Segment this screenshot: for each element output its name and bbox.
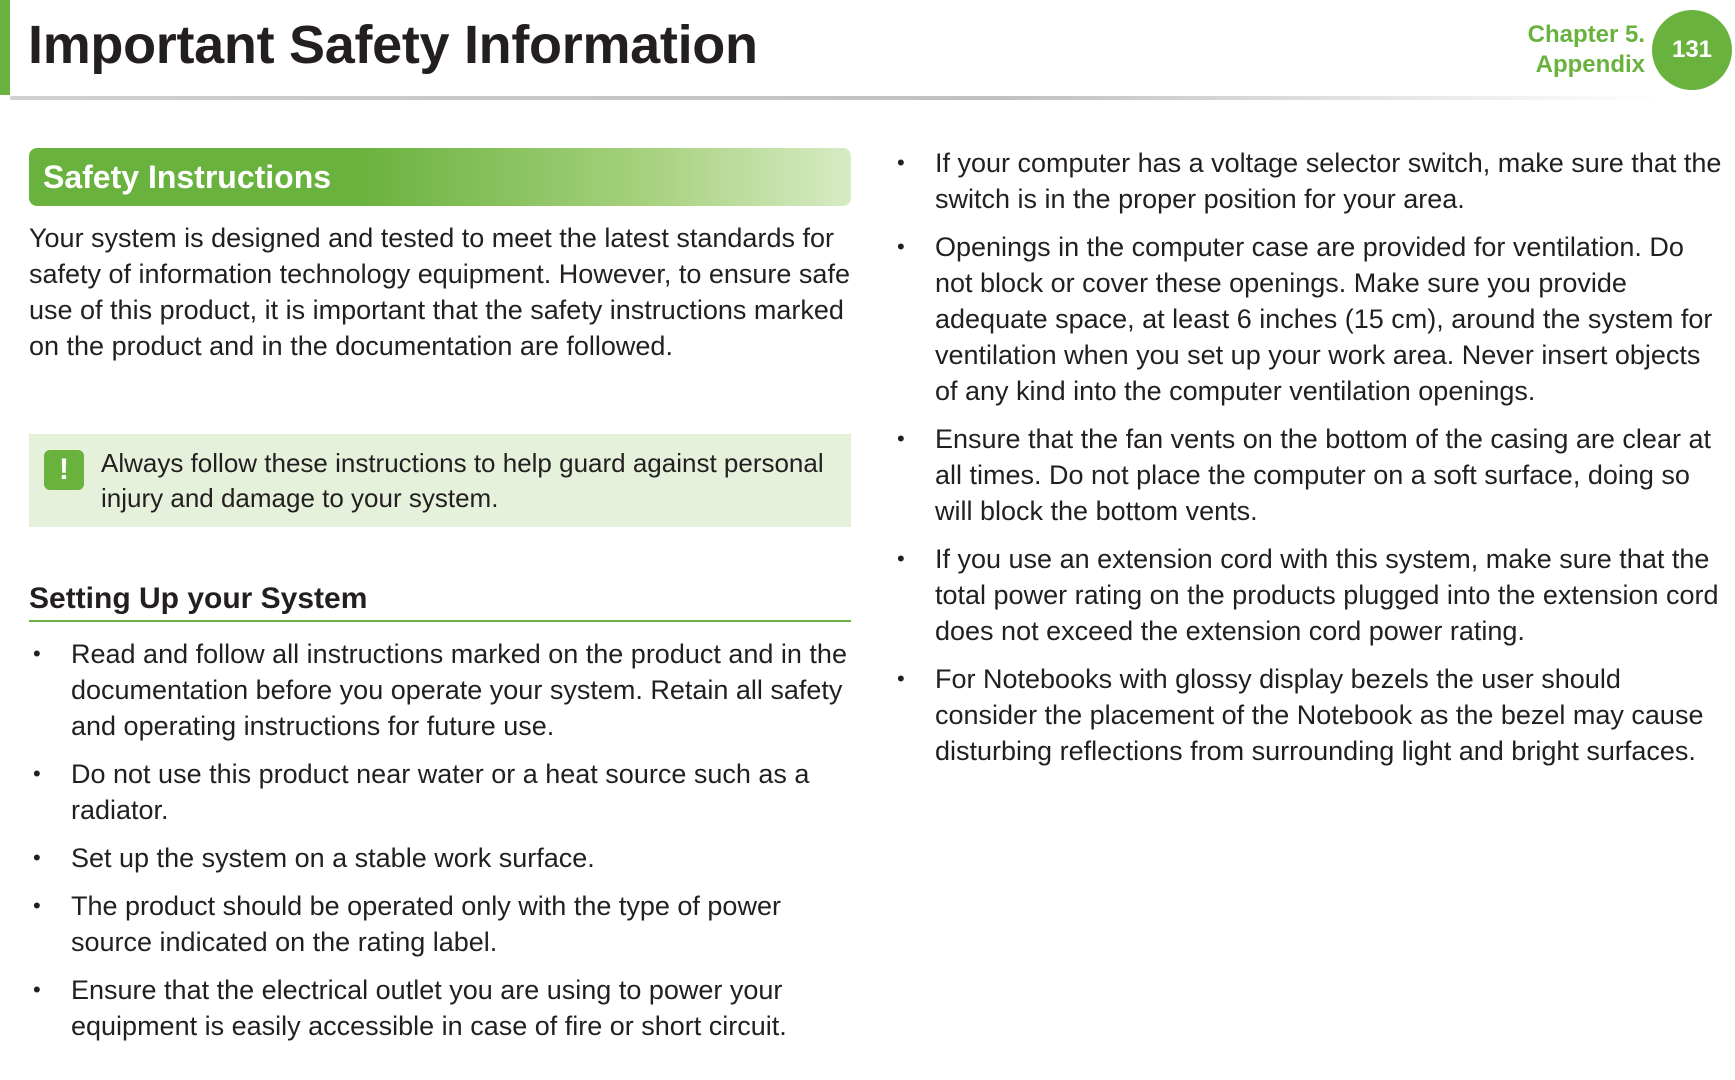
list-item xyxy=(893,421,1723,529)
caution-note xyxy=(29,434,851,527)
list-item-text: If you use an extension cord with this system, make sure that the total power rating on the products plugged into the extension cord does not exceed the extension cord power rating. xyxy=(935,544,1719,646)
page-title: Important Safety Information xyxy=(28,15,758,75)
chapter-label xyxy=(1528,20,1645,80)
list-item-text: The product should be operated only with the type of power source indicated on the rating label. xyxy=(71,891,781,957)
list-item-text: Do not use this product near water or a heat source such as a radiator. xyxy=(71,759,810,825)
bullet-icon: • xyxy=(897,150,905,175)
list-item-text: Ensure that the electrical outlet you are using to power your equipment is easily accessible in case of fire or short circuit. xyxy=(71,975,787,1041)
list-item xyxy=(29,888,851,960)
section-banner xyxy=(29,148,851,206)
left-column xyxy=(29,148,851,1056)
header-accent-bar xyxy=(0,0,10,95)
right-column xyxy=(893,145,1723,781)
bullet-icon: • xyxy=(897,546,905,571)
list-item xyxy=(893,661,1723,769)
list-item xyxy=(893,145,1723,217)
exclamation-icon: ! xyxy=(44,450,84,490)
bullet-icon: • xyxy=(33,845,41,870)
list-item-text: Set up the system on a stable work surface. xyxy=(71,843,595,873)
intro-paragraph: Your system is designed and tested to meet the latest standards for safety of information technology equipment. However, to ensure safe use of this product, it is important that the safety instructions marked on the product and in the documentation are followed. xyxy=(29,223,850,361)
page-number-badge: 131 xyxy=(1652,10,1732,90)
setup-list-right xyxy=(893,145,1723,769)
list-item-text: For Notebooks with glossy display bezels the user should consider the placement of the Notebook as the bezel may cause disturbing reflections from surrounding light and bright surfaces. xyxy=(935,664,1704,766)
list-item-text: Read and follow all instructions marked on the product and in the documentation before you operate your system. Retain all safety and operating instructions for future use. xyxy=(71,639,847,741)
section-title: Safety Instructions xyxy=(43,158,332,195)
list-item xyxy=(893,229,1723,409)
bullet-icon: • xyxy=(897,666,905,691)
list-item xyxy=(29,756,851,828)
bullet-icon: • xyxy=(33,977,41,1002)
list-item xyxy=(29,972,851,1044)
chapter-name: Appendix xyxy=(1535,51,1645,78)
list-item xyxy=(893,541,1723,649)
bullet-icon: • xyxy=(33,761,41,786)
bullet-icon: • xyxy=(33,641,41,666)
list-item-text: If your computer has a voltage selector switch, make sure that the switch is in the proper position for your area. xyxy=(935,148,1722,214)
list-item xyxy=(29,636,851,744)
bullet-icon: • xyxy=(33,893,41,918)
list-item-text: Ensure that the fan vents on the bottom of the casing are clear at all times. Do not place the computer on a soft surface, doing so will block the bottom vents. xyxy=(935,424,1711,526)
setup-list-left xyxy=(29,636,851,1044)
setup-heading: Setting Up your System xyxy=(29,582,851,622)
list-item xyxy=(29,840,851,876)
caution-note-text: Always follow these instructions to help guard against personal injury and damage to your system. xyxy=(101,448,824,513)
bullet-icon: • xyxy=(897,234,905,259)
header-divider xyxy=(10,96,1660,100)
bullet-icon: • xyxy=(897,426,905,451)
list-item-text: Openings in the computer case are provided for ventilation. Do not block or cover these openings. Make sure you provide adequate space, at least 6 inches (15 cm), around the system for ventilation when you set up your work area. Never insert objects of any kind into the computer ventilation openings. xyxy=(935,232,1713,406)
chapter-number: Chapter 5. xyxy=(1527,21,1645,48)
